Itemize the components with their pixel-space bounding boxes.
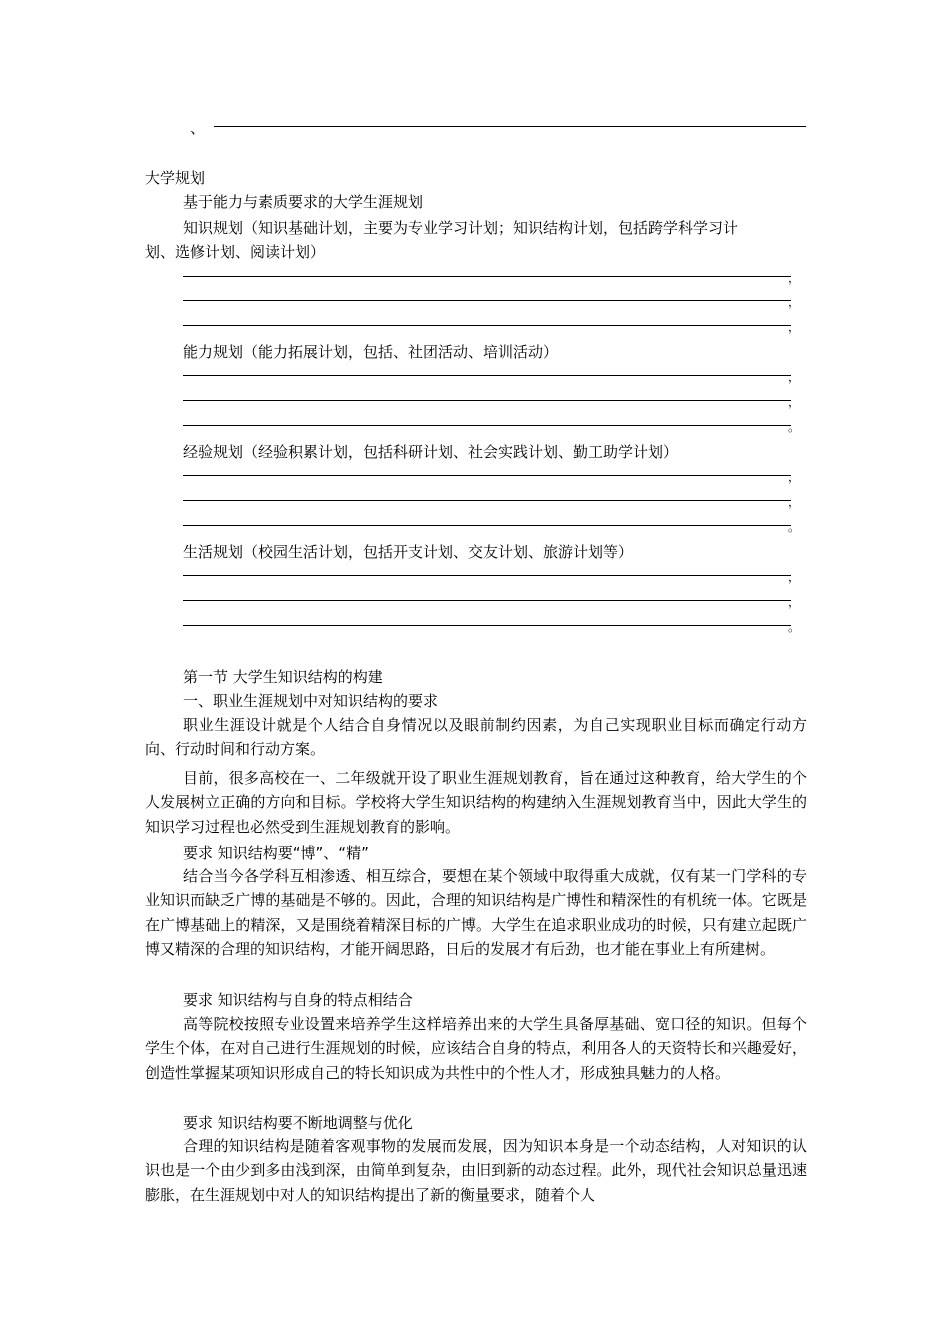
line-end-mark: 。 — [788, 620, 801, 634]
doc-title: 大学规划 — [145, 169, 206, 187]
plan-life-label: 生活规划（校园生活计划，包括开支计划、交友计划、旅游计划等） — [183, 543, 634, 561]
line-end-mark: ， — [788, 395, 801, 409]
fill-line — [183, 276, 791, 277]
fill-line — [183, 375, 791, 376]
fill-line — [183, 525, 791, 526]
line-end-mark: ， — [788, 570, 801, 584]
fill-line — [183, 400, 791, 401]
plan-knowledge-label: 知识规划（知识基础计划，主要为专业学习计划；知识结构计划，包括跨学科学习计 — [183, 219, 739, 237]
paragraph-text: 目前，很多高校在一、二年级就开设了职业生涯规划教育，旨在通过这种教育，给大学生的个人发展树立正确的方向和目标。学校将大学生知识结构的构建纳入生涯规划教育当中，因此大学生的知识学习过程也必然受到生涯规划教育的影响。 — [145, 769, 807, 836]
plan-ability-label: 能力规划（能力拓展计划，包括、社团活动、培训活动） — [183, 343, 559, 361]
fill-line — [183, 475, 791, 476]
requirement-heading: 要求 知识结构要“博”、“精” — [183, 844, 369, 862]
fill-line — [183, 625, 791, 626]
section-title: 第一节 大学生知识结构的构建 — [183, 668, 383, 686]
line-end-mark: ， — [788, 271, 801, 285]
fill-line — [183, 575, 791, 576]
header-mark: 、 — [190, 119, 206, 137]
fill-line — [183, 600, 791, 601]
paragraph — [145, 864, 807, 962]
paragraph-text: 结合当今各学科互相渗透、相互综合，要想在某个领域中取得重大成就，仅有某一门学科的专业知识而缺乏广博的基础是不够的。因此，合理的知识结构是广博性和精深性的有机统一体。它既是在广博基础上的精深，又是围绕着精深目标的广博。大学生在追求职业成功的时候，只有建立起既广博又精深的合理的知识结构，才能开阔思路，日后的发展才有后劲，也才能在事业上有所建树。 — [145, 867, 807, 959]
requirement-heading: 要求 知识结构要不断地调整与优化 — [183, 1114, 413, 1132]
doc-subtitle: 基于能力与素质要求的大学生涯规划 — [183, 193, 424, 211]
fill-line — [183, 300, 791, 301]
line-end-mark: ， — [788, 295, 801, 309]
plan-experience-label: 经验规划（经验积累计划，包括科研计划、社会实践计划、勤工助学计划） — [183, 443, 679, 461]
paragraph-text: 职业生涯设计就是个人结合自身情况以及眼前制约因素，为自己实现职业目标而确定行动方向、行动时间和行动方案。 — [145, 716, 807, 759]
line-end-mark: 。 — [788, 420, 801, 434]
paragraph — [145, 1012, 807, 1085]
line-end-mark: ， — [788, 495, 801, 509]
line-end-mark: 。 — [788, 520, 801, 534]
fill-line — [183, 500, 791, 501]
paragraph — [145, 766, 807, 839]
requirement-heading: 要求 知识结构与自身的特点相结合 — [183, 991, 413, 1009]
line-end-mark: ， — [788, 320, 801, 334]
paragraph — [145, 1134, 807, 1207]
fill-line — [183, 425, 791, 426]
header-rule — [214, 126, 806, 127]
paragraph-text: 高等院校按照专业设置来培养学生这样培养出来的大学生具备厚基础、宽口径的知识。但每个学生个体，在对自己进行生涯规划的时候，应该结合自身的特点，利用各人的天资特长和兴趣爱好，创造性掌握某项知识形成自己的特长知识成为共性中的个性人才，形成独具魅力的人格。 — [145, 1015, 807, 1082]
paragraph-text: 合理的知识结构是随着客观事物的发展而发展，因为知识本身是一个动态结构，人对知识的认识也是一个由少到多由浅到深，由简单到复杂，由旧到新的动态过程。此外，现代社会知识总量迅速膨胀，在生涯规划中对人的知识结构提出了新的衡量要求，随着个人 — [145, 1137, 807, 1204]
line-end-mark: ， — [788, 370, 801, 384]
fill-line — [183, 325, 791, 326]
line-end-mark: ， — [788, 595, 801, 609]
section-heading: 一、职业生涯规划中对知识结构的要求 — [183, 692, 439, 710]
paragraph — [145, 713, 807, 762]
plan-knowledge-label-cont: 划、选修计划、阅读计划） — [145, 243, 326, 261]
line-end-mark: ， — [788, 470, 801, 484]
